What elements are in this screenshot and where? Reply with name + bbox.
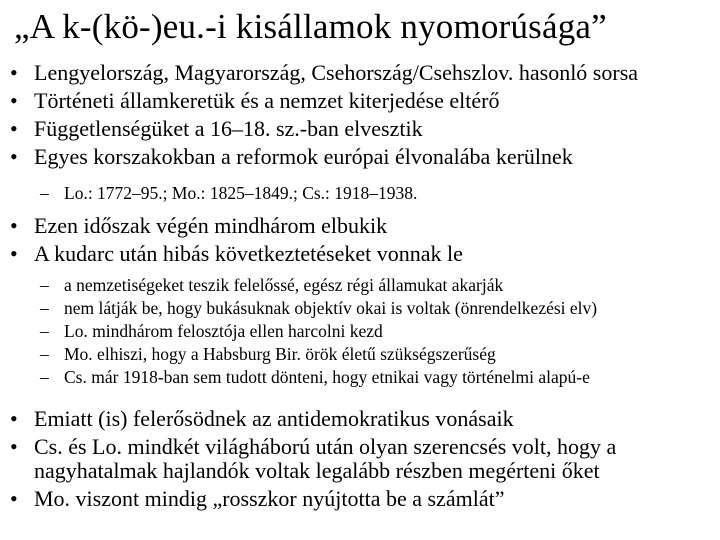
sub-list-1 [0, 182, 417, 205]
sub-list-item-text: Cs. már 1918-ban sem tudott dönteni, hogy etnikai vagy történelmi alapú-e [64, 367, 590, 387]
sub-list-item-text: Lo.: 1772–95.; Mo.: 1825–1849.; Cs.: 1918–1938. [64, 183, 418, 203]
bullet-icon: • [10, 434, 18, 459]
bullet-icon: • [10, 241, 18, 266]
bullet-icon: • [10, 88, 18, 113]
sub-list-item-text: Mo. elhiszi, hogy a Habsburg Bir. örök életű szükségszerűség [64, 344, 496, 364]
sub-list-2 [0, 274, 597, 389]
list-item-text: A kudarc után hibás következtetéseket vonnak le [34, 241, 463, 266]
sub-list-item [0, 320, 597, 343]
list-item-text: Lengyelország, Magyarország, Csehország/Csehszlov. hasonló sorsa [34, 60, 639, 85]
bullet-icon: • [10, 116, 18, 141]
sub-list-item [0, 182, 417, 205]
list-item-text: Ezen időszak végén mindhárom elbukik [34, 213, 388, 238]
sub-list-item [0, 366, 597, 389]
sub-list-item-text: Lo. mindhárom felosztója ellen harcolni kezd [64, 321, 383, 341]
bullet-list-1 [0, 59, 638, 171]
sub-list-item-text: a nemzetiségeket teszik felelőssé, egész régi államukat akarják [64, 275, 504, 295]
dash-icon: – [40, 344, 49, 364]
list-item-text: Történeti államkeretük és a nemzet kiterjedése eltérő [34, 88, 500, 113]
dash-icon: – [40, 367, 49, 387]
bullet-icon: • [10, 144, 18, 169]
bullet-icon: • [10, 406, 18, 431]
list-item-text: Emiatt (is) felerősödnek az antidemokratikus vonásaik [34, 406, 514, 431]
sub-list-item [0, 343, 597, 366]
dash-icon: – [40, 298, 49, 318]
list-item [0, 87, 638, 115]
list-item-text: Egyes korszakokban a reformok európai élvonalába kerülnek [34, 144, 573, 169]
list-item [0, 240, 463, 268]
list-item [0, 485, 694, 513]
bullet-icon: • [10, 60, 18, 85]
list-item [0, 405, 694, 433]
sub-list-item [0, 274, 597, 297]
dash-icon: – [40, 275, 49, 295]
list-item-text: Mo. viszont mindig „rosszkor nyújtotta be a számlát” [34, 486, 505, 511]
list-item [0, 59, 638, 87]
list-item-text: Cs. és Lo. mindkét világháború után olyan szerencsés volt, hogy a nagyhatalmak hajlandók voltak legalább részben megérteni őket [34, 434, 617, 483]
list-item [0, 212, 463, 240]
list-item [0, 115, 638, 143]
bullet-icon: • [10, 213, 18, 238]
slide-title: „A k-(kö-)eu.-i kisállamok nyomorúsága” [14, 7, 607, 46]
dash-icon: – [40, 183, 49, 203]
sub-list-item-text: nem látják be, hogy bukásuknak objektív okai is voltak (önrendelkezési elv) [64, 298, 598, 318]
dash-icon: – [40, 321, 49, 341]
list-item-text: Függetlenségüket a 16–18. sz.-ban elvesztik [34, 116, 423, 141]
sub-list-item [0, 297, 597, 320]
list-item [0, 435, 694, 483]
bullet-list-3 [0, 405, 694, 513]
bullet-list-2 [0, 212, 463, 268]
list-item [0, 143, 638, 171]
bullet-icon: • [10, 486, 18, 511]
